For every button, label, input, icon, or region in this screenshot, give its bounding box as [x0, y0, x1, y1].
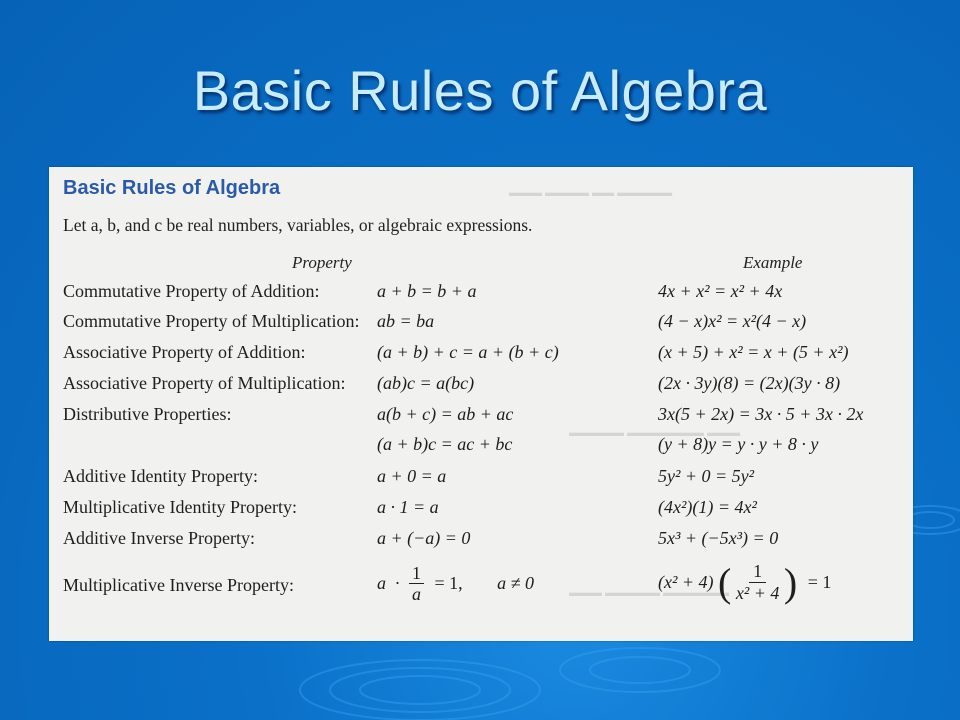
table-row [49, 466, 913, 496]
rule-a: a [377, 573, 386, 593]
table-row [49, 311, 913, 341]
property-example: (x + 5) + x² = x + (5 + x²) [658, 342, 849, 362]
example-fraction [736, 561, 780, 604]
property-example: (2x · 3y)(8) = (2x)(3y · 8) [658, 373, 841, 393]
textbook-scan [49, 167, 913, 641]
property-example: 4x + x² = x² + 4x [658, 281, 783, 301]
example-denominator: x² + 4 [735, 583, 780, 603]
example-equals: = 1 [807, 572, 832, 592]
property-name: Additive Identity Property: [63, 466, 258, 486]
property-rule [377, 563, 534, 604]
rule-condition: a ≠ 0 [497, 573, 535, 593]
table-row [49, 497, 913, 527]
property-name: Commutative Property of Addition: [63, 281, 320, 301]
property-rule: a(b + c) = ab + ac [377, 404, 514, 424]
property-name: Multiplicative Inverse Property: [63, 575, 294, 595]
property-example: (y + 8)y = y · y + 8 · y [658, 434, 819, 454]
column-header-example: Example [743, 253, 803, 272]
property-rule: a + b = b + a [377, 281, 477, 301]
rule-fraction [409, 563, 424, 604]
property-example: 3x(5 + 2x) = 3x · 5 + 3x · 2x [658, 404, 864, 424]
rule-dot: · [394, 573, 401, 593]
property-name: Associative Property of Addition: [63, 342, 306, 362]
example-factor: (x² + 4) [658, 572, 714, 592]
box-title: Basic Rules of Algebra [63, 177, 281, 199]
bleed-through-text: ▬▬▬ ▬▬▬▬▬ ▬▬▬▬▬▬ [569, 587, 730, 599]
property-rule: ab = ba [377, 311, 435, 331]
property-rule: a + 0 = a [377, 466, 447, 486]
right-paren: ) [783, 559, 798, 605]
rule-equals: = 1, [434, 573, 463, 593]
property-rule: a · 1 = a [377, 497, 439, 517]
property-rule: a + (−a) = 0 [377, 528, 471, 548]
property-name: Distributive Properties: [63, 404, 232, 424]
property-name: Multiplicative Identity Property: [63, 497, 297, 517]
table-row [49, 559, 913, 605]
property-example: 5x³ + (−5x³) = 0 [658, 528, 779, 548]
property-rule: (a + b)c = ac + bc [377, 434, 513, 454]
property-name: Commutative Property of Multiplication: [63, 311, 360, 331]
table-row [49, 404, 913, 434]
table-row [49, 342, 913, 372]
property-example: (4x²)(1) = 4x² [658, 497, 757, 517]
example-numerator: 1 [749, 561, 766, 583]
slide-title: Basic Rules of Algebra [192, 59, 768, 122]
property-rule: (ab)c = a(bc) [377, 373, 475, 393]
rule-denominator: a [412, 584, 421, 604]
table-row [49, 373, 913, 403]
table-row [49, 434, 913, 464]
property-example: (4 − x)x² = x²(4 − x) [658, 311, 807, 331]
table-row [49, 528, 913, 558]
bleed-through-text: ▬▬▬▬▬ ▬▬▬▬▬▬▬ ▬▬▬ [569, 427, 741, 439]
left-paren: ( [718, 559, 732, 605]
property-example [658, 561, 831, 604]
property-name: Associative Property of Multiplication: [63, 373, 346, 393]
bleed-through-text: ▬▬▬ ▬▬▬▬ ▬▬ ▬▬▬▬▬ [509, 187, 673, 199]
rule-numerator: 1 [409, 563, 424, 584]
intro-text: Let a, b, and c be real numbers, variables, or algebraic expressions. [63, 215, 533, 235]
table-row [49, 281, 913, 311]
property-name: Additive Inverse Property: [63, 528, 255, 548]
property-example: 5y² + 0 = 5y² [658, 466, 755, 486]
column-header-property: Property [292, 253, 352, 272]
property-rule: (a + b) + c = a + (b + c) [377, 342, 559, 362]
